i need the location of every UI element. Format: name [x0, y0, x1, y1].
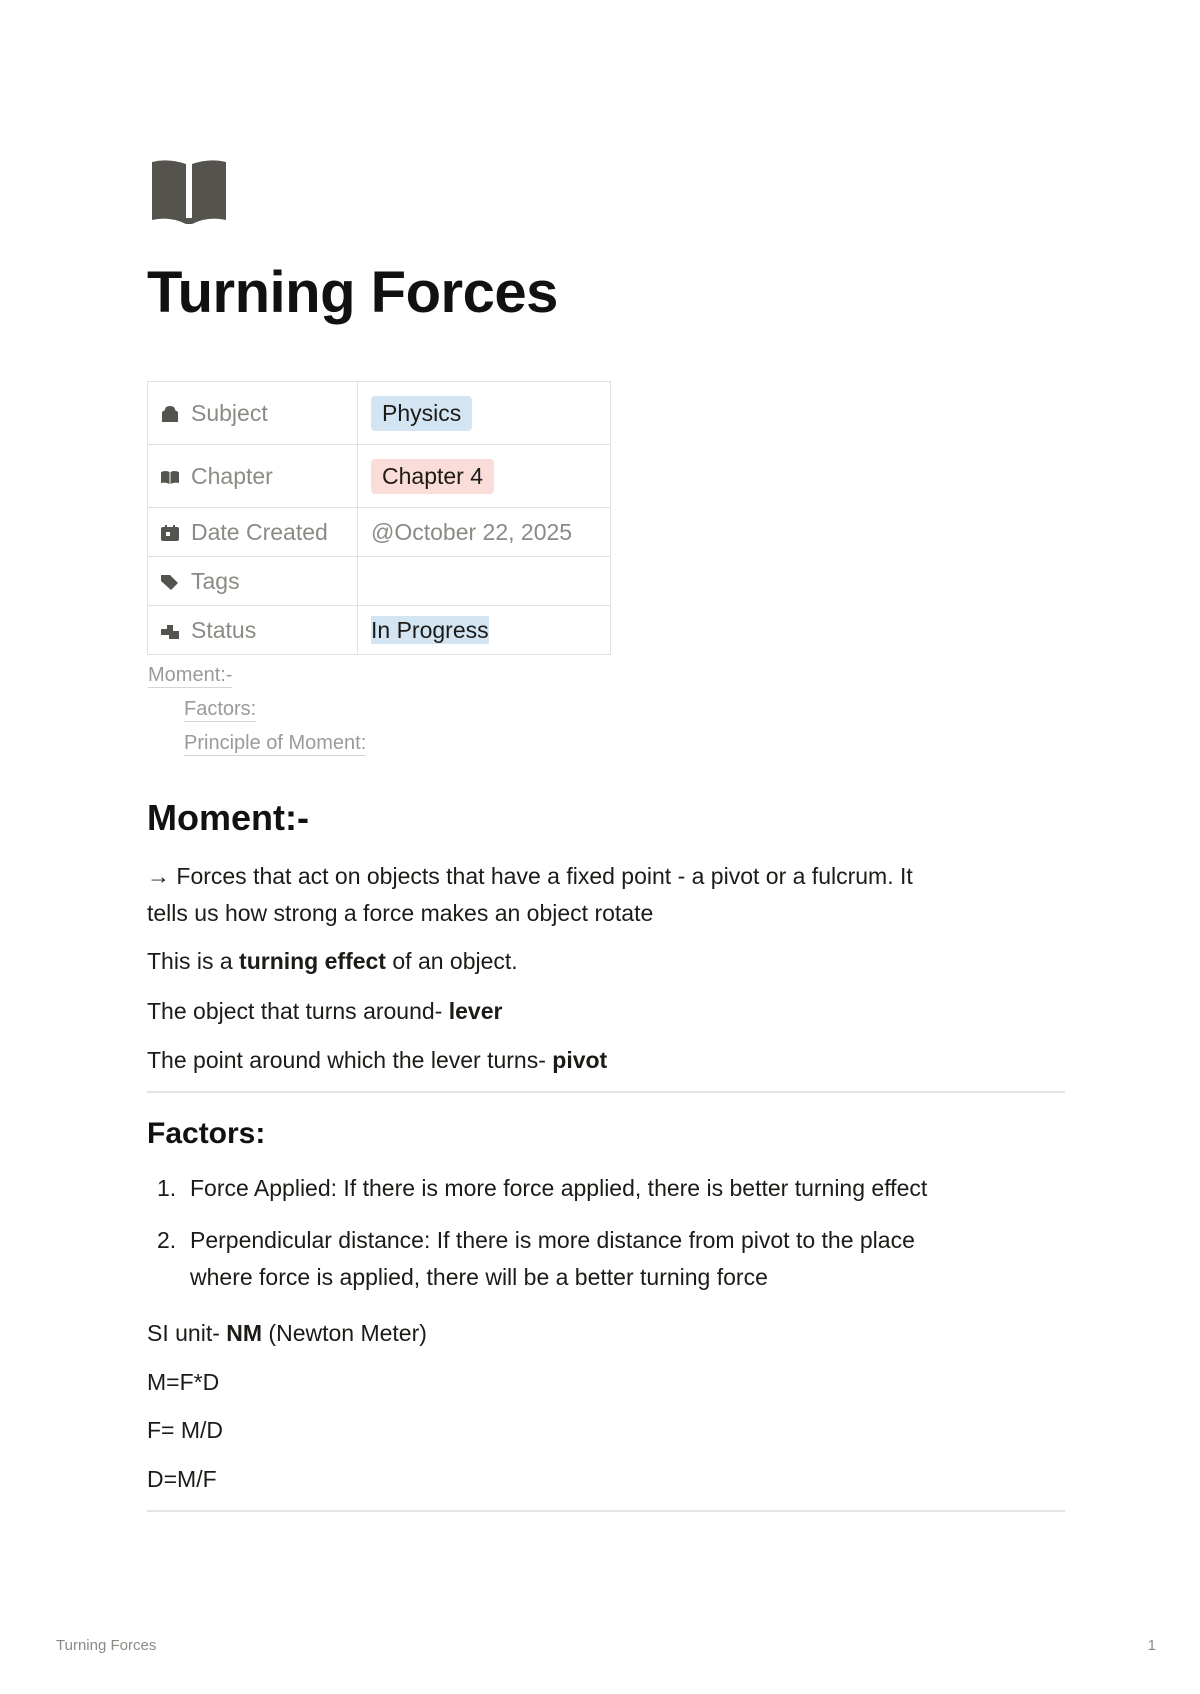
- divider: [147, 1091, 1065, 1093]
- formula-force: F= M/D: [147, 1417, 224, 1443]
- toc-link-factors[interactable]: Factors:: [184, 698, 257, 720]
- property-row-status[interactable]: [148, 606, 611, 655]
- pivot-text: The point around which the lever turns- pivot: [147, 1047, 608, 1073]
- property-value: [358, 508, 611, 557]
- list-item: 2. Perpendicular distance: If there is more distance from pivot to the place where force is applied, there will be a better turning force: [157, 1227, 915, 1290]
- property-key: Subject: [148, 382, 358, 445]
- property-value: [358, 382, 611, 445]
- footer-document-title: Turning Forces: [56, 1637, 157, 1654]
- open-book-icon: [150, 158, 228, 224]
- property-key: Tags: [148, 557, 358, 606]
- property-row-subject[interactable]: [148, 382, 611, 445]
- formula-moment: M=F*D: [147, 1369, 220, 1395]
- backpack-icon: [161, 406, 179, 422]
- property-value: [358, 606, 611, 655]
- si-unit-text: SI unit- NM (Newton Meter): [147, 1320, 427, 1346]
- lever-text: The object that turns around- lever: [147, 998, 503, 1024]
- toc-link-moment[interactable]: Moment:-: [148, 664, 233, 686]
- chapter-pill[interactable]: Chapter 4: [371, 459, 494, 494]
- factors-list: [147, 1170, 1047, 1296]
- book-icon: [161, 469, 179, 485]
- page-title: Turning Forces: [147, 260, 558, 325]
- section-heading-factors: Factors:: [147, 1117, 266, 1150]
- subject-pill[interactable]: Physics: [371, 396, 472, 431]
- footer-page-number: 1: [1147, 1637, 1156, 1654]
- list-item: 1. Force Applied: If there is more force applied, there is better turning effect: [157, 1175, 928, 1201]
- property-key: Date Created: [148, 508, 358, 557]
- property-value: [358, 445, 611, 508]
- property-row-date-created[interactable]: [148, 508, 611, 557]
- property-key: Status: [148, 606, 358, 655]
- date-created-value[interactable]: @October 22, 2025: [371, 518, 573, 545]
- property-row-chapter[interactable]: [148, 445, 611, 508]
- property-row-tags[interactable]: [148, 557, 611, 606]
- tag-icon: [161, 574, 179, 590]
- section-heading-moment: Moment:-: [147, 797, 309, 838]
- toc-link-principle-of-moment[interactable]: Principle of Moment:: [184, 732, 367, 754]
- formula-distance: D=M/F: [147, 1466, 217, 1492]
- moment-definition: → Forces that act on objects that have a fixed point - a pivot or a fulcrum. It tells us how strong a force makes an object rotate: [147, 863, 913, 926]
- property-value[interactable]: [358, 557, 611, 606]
- turning-effect-text: This is a turning effect of an object.: [147, 948, 518, 974]
- divider: [147, 1510, 1065, 1512]
- status-icon: [161, 623, 179, 639]
- status-value[interactable]: In Progress: [371, 616, 489, 643]
- properties-table: [147, 381, 611, 655]
- calendar-icon: [161, 525, 179, 541]
- property-key: Chapter: [148, 445, 358, 508]
